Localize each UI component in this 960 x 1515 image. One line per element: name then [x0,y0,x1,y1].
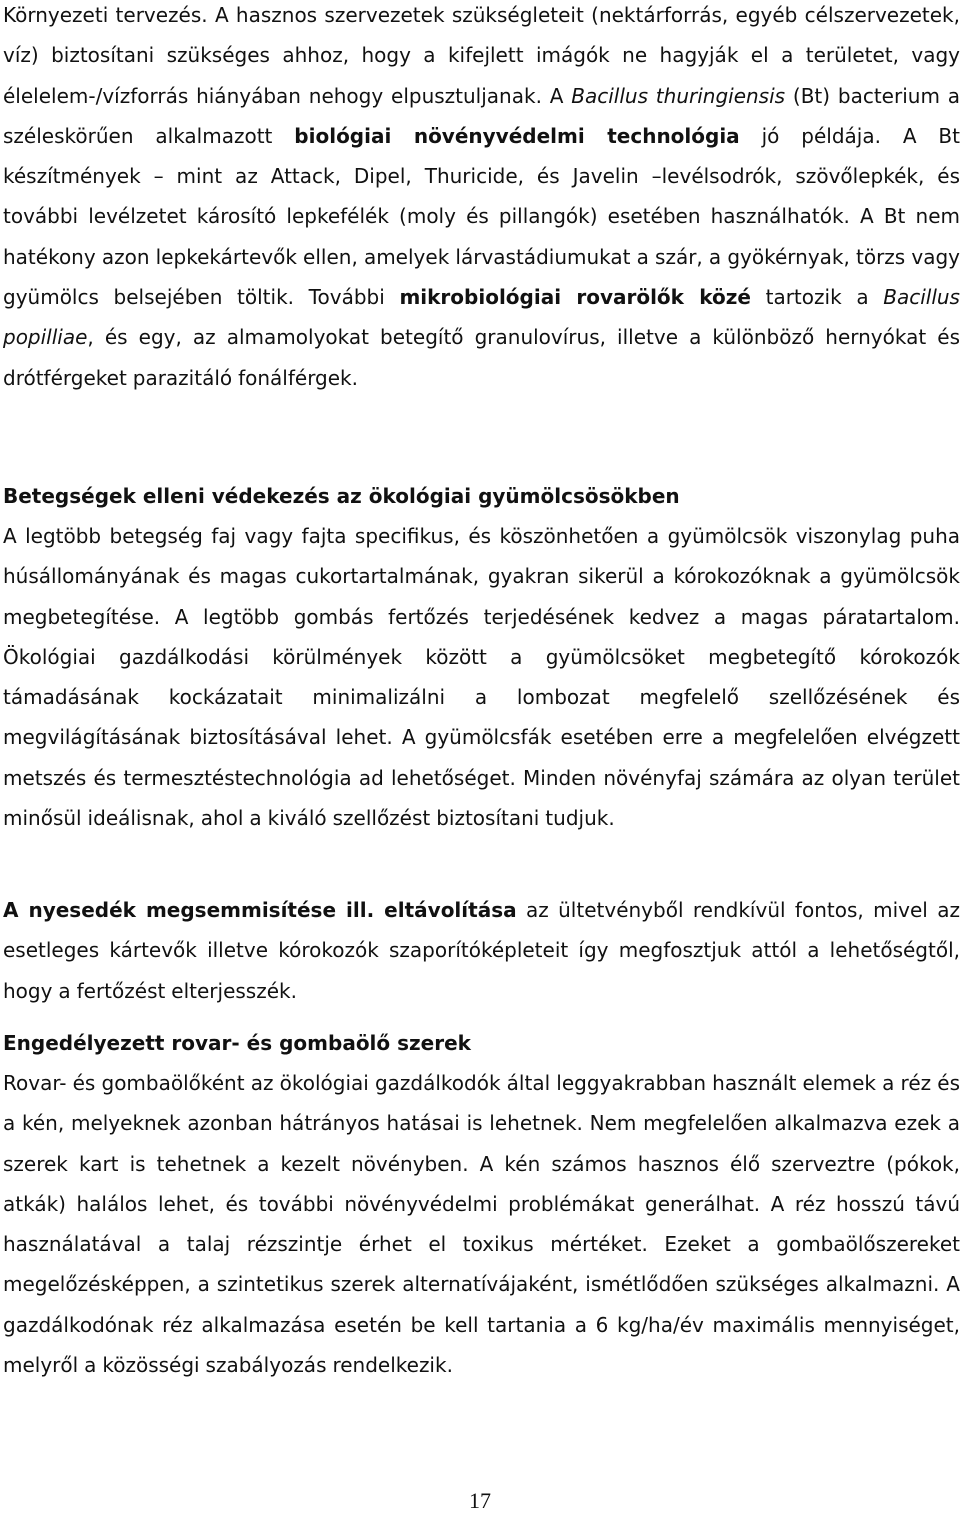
paragraph-approved-pesticides: Rovar- és gombaölőként az ökológiai gazdálkodók által leggyakrabban használt elemek a réz és a kén, melyeknek azonban hátrányos hatásai is lehetnek. Nem megfelelően alkalmazva ezek a szerek kart is tehetnek a kezelt növényben. A kén számos hasznos élő szerveztre (pókok, atkák) halálos lehet, és további növényvédelmi problémákat generálhat. A réz hosszú távú használatával a talaj rézszintje érhet el toxikus mértéket. Ezeket a gombaölőszereket megelőzésképpen, a szintetikus szerek alternatívájaként, ismétlődően szükséges alkalmazni. A gazdálkodónak réz alkalmazása esetén be kell tartania a 6 kg/ha/év maximális mennyiséget, melyről a közösségi szabályozás rendelkezik. [3,1071,960,1378]
page-number: 17 [469,1488,491,1513]
text-run: Környezeti tervezés. A hasznos szervezetek szükségleteit (nektárforrás, egyéb célszervezetek, víz) biztosítani szükséges ahhoz, hogy a kifejlett imágók ne hagyják el a területet, vagy élelelem-/vízforrás hiányában nehogy elpusztuljanak. [3,3,960,108]
paragraph-environmental-design [3,0,960,398]
paragraph-disease-control: A legtöbb betegség faj vagy fajta specifikus, és köszönhetően a gyümölcsök viszonylag puha húsállományának és magas cukortartalmának, gyakran sikerül a kórokozóknak a gyümölcsök megbetegítése. A legtöbb gombás fertőzés terjedésének kedvez a magas páratartalom. Ökológiai gazdálkodási körülmények között a gyümölcsöket megbetegítő kórokozók támadásának kockázatait minimalizálni a lombozat megfelelő szellőzésének és megvilágításának biztosításával lehet. A gyümölcsfák esetében erre a megfelelően elvégzett metszés és termesztéstechnológia ad lehetőséget. Minden növényfaj számára az olyan terület minősül ideálisnak, ahol a kiváló szellőzést biztosítani tudjuk. [3,524,960,831]
text-run: A [541,83,572,108]
text-run: tartozik a [750,285,884,310]
section-heading-disease-control: Betegségek elleni védekezés az ökológiai gyümölcsösökben [3,484,680,508]
text-run: (Bt) bacterium a széleskörűen alkalmazott [3,83,960,148]
text-run: jó példája. A Bt készítmények – mint az Attack, Dipel, Thuricide, és Javelin –levélsodrók, szövőlepkék, és további levélzetet károsító lepkefélék (moly és pillangók) esetében használhatók. A Bt nem hatékony azon lepkekártevők ellen, amelyek lárvastádiumukat a szár, a gyökérnyak, törzs vagy gyümölcs belsejében töltik. További [3,123,960,310]
emphasis-term: mikrobiológiai rovarölők közé [399,285,751,310]
paragraph-pruning-waste [3,890,960,1011]
section-heading-approved-pesticides: Engedélyezett rovar- és gombaölő szerek [3,1031,471,1055]
text-run: az ültetvényből rendkívül fontos, mivel az esetleges kártevők illetve kórokozók szaporítóképleteit így megfosztjuk attól a lehetőségtől, hogy a fertőzést elterjesszék. [3,898,960,1003]
emphasis-term: biológiai növényvédelmi technológia [294,123,740,148]
species-name: Bacillus thuringiensis [571,83,786,108]
text-run: , és egy, az almamolyokat betegítő granulovírus, illetve a különböző hernyókat és drótférgeket parazitáló fonálférgek. [3,325,960,390]
species-name: Bacillus popilliae [3,285,960,350]
emphasis-term: A nyesedék megsemmisítése ill. eltávolítása [3,898,517,922]
